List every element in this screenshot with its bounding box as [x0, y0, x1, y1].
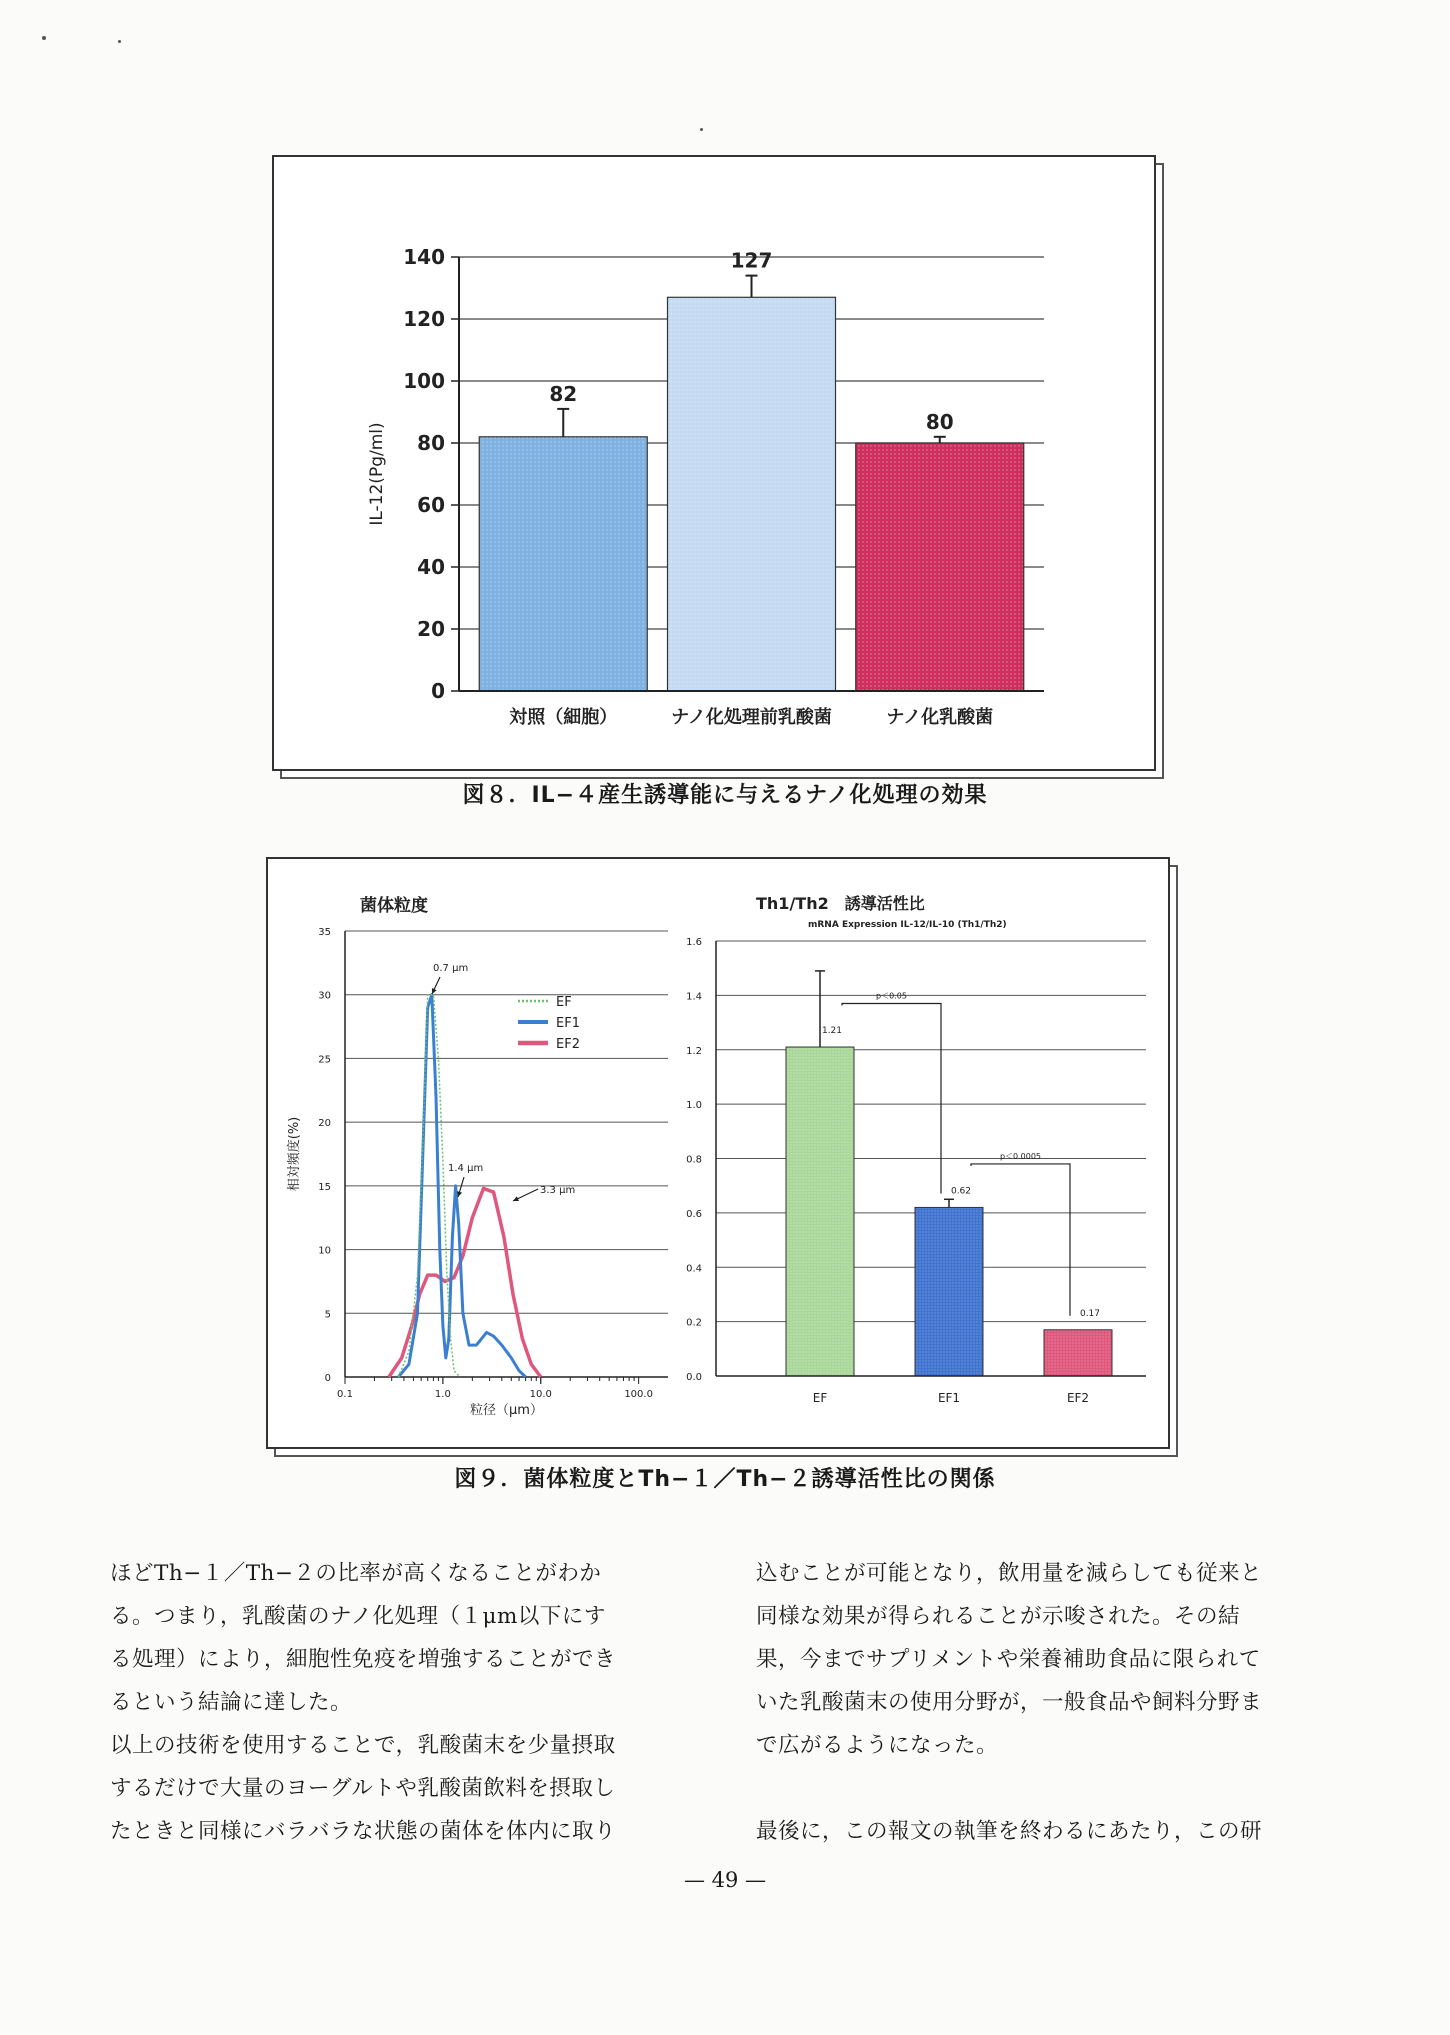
- peak-annotation: 0.7 μm: [433, 963, 469, 974]
- right-chart-subtitle: mRNA Expression IL-12/IL-10 (Th1/Th2): [808, 920, 1007, 930]
- figure-8-caption: 図８．IL−４産生誘導能に与えるナノ化処理の効果: [462, 783, 988, 808]
- y-tick-label: 80: [417, 431, 445, 455]
- body-text-left-column: [110, 1552, 688, 1853]
- body-line: る。つまり，乳酸菌のナノ化処理（１μm以下にす: [110, 1604, 606, 1629]
- x-category-label: 対照（細胞）: [509, 707, 618, 728]
- significance-bracket: [971, 1164, 1070, 1316]
- body-line: いた乳酸菌末の使用分野が，一般食品や飼料分野ま: [756, 1690, 1263, 1715]
- x-tick-label: 0.1: [337, 1389, 353, 1400]
- legend-label: EF: [556, 995, 572, 1010]
- bar-ef1: [915, 1207, 983, 1376]
- figure-9-caption: 図９．菌体粒度とTh−１／Th−２誘導活性比の関係: [454, 1467, 996, 1492]
- y-tick-label: 1.0: [686, 1100, 702, 1112]
- y-tick-label: 30: [318, 990, 331, 1002]
- y-tick-label: 0: [324, 1373, 331, 1384]
- value-label: 0.17: [1079, 1308, 1101, 1319]
- y-tick-label: 1.4: [686, 991, 702, 1003]
- bar-2: [856, 443, 1024, 691]
- y-tick-label: 1.2: [686, 1045, 702, 1057]
- y-tick-label: 1.6: [686, 937, 702, 948]
- body-line: 同様な効果が得られることが示唆された。その結: [756, 1604, 1241, 1629]
- body-line: る処理）により，細胞性免疫を増強することができ: [110, 1647, 617, 1672]
- body-line: 果，今までサプリメントや栄養補助食品に限られて: [756, 1647, 1261, 1672]
- value-label: 80: [925, 409, 954, 434]
- body-line: 以上の技術を使用することで，乳酸菌末を少量摂取: [110, 1733, 616, 1758]
- figure-8-bar-chart: [274, 157, 1154, 769]
- body-line: するだけで大量のヨーグルトや乳酸菌飲料を摂取し: [110, 1776, 616, 1801]
- x-tick-label: 1.0: [434, 1389, 451, 1400]
- bar-1: [668, 297, 836, 691]
- peak-annotation: 1.4 μm: [448, 1163, 484, 1174]
- bar-ef2: [1044, 1330, 1112, 1376]
- x-category-label: ナノ化乳酸菌: [886, 707, 994, 728]
- scan-speck: [118, 40, 121, 43]
- peak-annotation: 3.3 μm: [540, 1185, 576, 1196]
- y-tick-label: 35: [318, 927, 331, 938]
- significance-label: p＜0.0005: [999, 1151, 1042, 1161]
- y-tick-label: 120: [403, 307, 445, 331]
- right-chart-title: Th1/Th2 誘導活性比: [756, 894, 925, 913]
- y-tick-label: 0.4: [686, 1263, 702, 1275]
- significance-bracket: [842, 1004, 941, 1194]
- value-label: 1.21: [821, 1026, 843, 1037]
- y-tick-label: 10: [318, 1245, 331, 1257]
- x-tick-label: 100.0: [624, 1389, 653, 1400]
- bar-ef: [786, 1047, 854, 1376]
- body-line: で広がるようになった。: [756, 1733, 999, 1758]
- body-line: 最後に，この報文の執筆を終わるにあたり，この研: [756, 1819, 1263, 1844]
- y-tick-label: 0.8: [686, 1154, 702, 1166]
- y-tick-label: 60: [417, 493, 445, 517]
- y-tick-label: 15: [318, 1181, 331, 1193]
- significance-label: p＜0.05: [876, 991, 907, 1001]
- x-category-label: ナノ化処理前乳酸菌: [671, 707, 832, 728]
- y-tick-label: 5: [324, 1309, 331, 1321]
- page-number: — 49 —: [683, 1868, 767, 1892]
- value-label: 0.62: [950, 1186, 972, 1197]
- left-chart-title: 菌体粒度: [360, 896, 428, 916]
- scan-speck: [42, 36, 46, 40]
- y-tick-label: 0.6: [686, 1208, 702, 1220]
- x-category-label: EF: [812, 1391, 828, 1405]
- body-line: 込むことが可能となり，飲用量を減らしても従来と: [756, 1561, 1263, 1586]
- x-axis-label: 粒径（μm）: [470, 1403, 543, 1418]
- y-tick-label: 25: [318, 1054, 331, 1066]
- y-axis-label: 相対頻度(%): [287, 1116, 302, 1192]
- y-tick-label: 100: [403, 369, 445, 393]
- figure-9-charts: [268, 859, 1168, 1447]
- y-tick-label: 0.0: [686, 1372, 702, 1383]
- body-text-right-column: [756, 1552, 1334, 1853]
- y-tick-label: 140: [403, 245, 445, 269]
- body-line: たときと同様にバラバラな状態の菌体を体内に取り: [110, 1819, 617, 1844]
- y-tick-label: 0.2: [686, 1317, 702, 1329]
- bar-0: [479, 437, 647, 691]
- value-label: 82: [549, 381, 578, 406]
- value-label: 127: [730, 248, 773, 273]
- figure-8-frame: [272, 155, 1156, 771]
- y-axis-label: IL-12(Pg/ml): [367, 422, 387, 526]
- figure-9-frame: [266, 857, 1170, 1449]
- y-tick-label: 20: [318, 1118, 331, 1130]
- body-line: るという結論に達した。: [110, 1690, 353, 1715]
- legend-label: EF1: [556, 1016, 580, 1031]
- scan-speck: [700, 128, 703, 131]
- body-line: ほどTh−１／Th−２の比率が高くなることがわか: [110, 1561, 602, 1586]
- x-category-label: EF1: [937, 1391, 961, 1405]
- y-tick-label: 40: [417, 555, 445, 579]
- x-tick-label: 10.0: [529, 1389, 552, 1400]
- legend-label: EF2: [556, 1037, 580, 1052]
- y-tick-label: 0: [431, 679, 445, 703]
- y-tick-label: 20: [417, 617, 445, 641]
- x-category-label: EF2: [1066, 1391, 1090, 1405]
